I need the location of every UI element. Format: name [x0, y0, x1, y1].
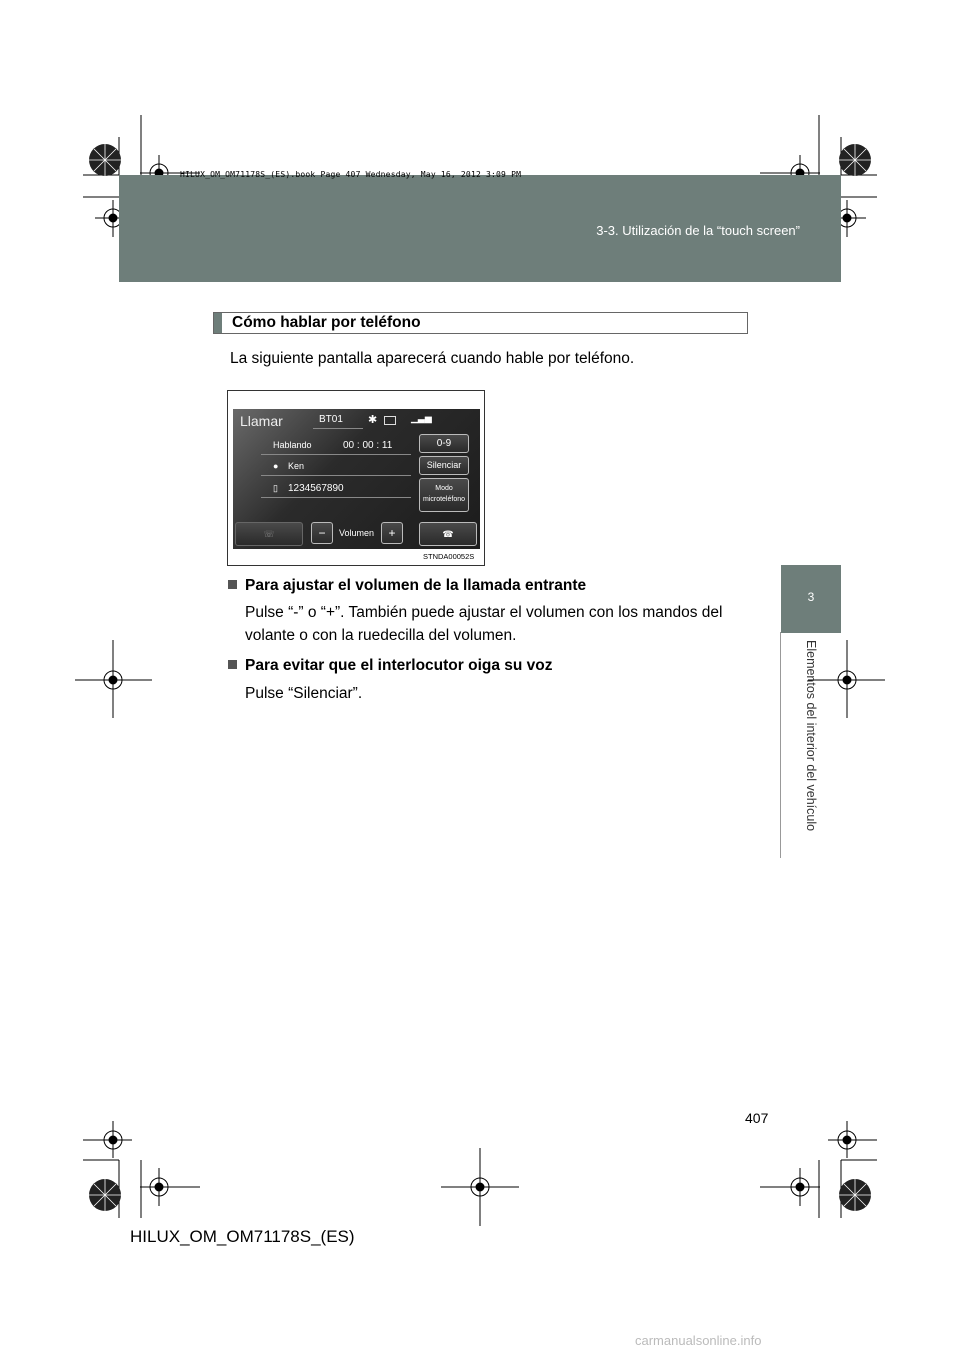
mute-button[interactable]: Silenciar: [419, 456, 469, 475]
phone-battery-icon: [384, 416, 396, 425]
item-heading-volume: [228, 577, 586, 595]
section-title: Cómo hablar por teléfono: [232, 314, 421, 331]
row-divider: [261, 475, 411, 476]
chapter-label: Elementos del interior del vehículo: [804, 640, 818, 832]
figure-code: STNDA00052S: [423, 552, 475, 561]
signal-icon: ▁▃▅: [411, 413, 432, 423]
phone-call-screen: [233, 409, 480, 549]
phone-number: 1234567890: [288, 483, 344, 494]
volume-label: Volumen: [339, 528, 375, 538]
device-underline: [313, 428, 363, 429]
page-number: 407: [745, 1110, 769, 1126]
section-heading-bar: [214, 313, 222, 333]
item-text-volume: Pulse “-” o “+”. También puede ajustar el volumen con los mandos del volante o con la ruedecilla del volumen.: [245, 604, 723, 644]
book-stamp: HILUX_OM_OM71178S_(ES).book Page 407 Wednesday, May 16, 2012 3:09 PM: [180, 170, 522, 179]
keypad-button[interactable]: 0-9: [419, 434, 469, 453]
call-status: Hablando: [273, 440, 312, 450]
item-heading-volume-text: Para ajustar el volumen de la llamada entrante: [245, 577, 587, 594]
bullet-square: [228, 660, 237, 669]
bluetooth-icon: ✱: [368, 414, 378, 426]
call-timer: 00 : 00 : 11: [343, 440, 393, 451]
footer-code: HILUX_OM_OM71178S_(ES): [130, 1227, 355, 1246]
handset-mode-line2: microteléfono: [422, 496, 466, 503]
chapter-label-wrap: [800, 640, 820, 870]
section-path: 3-3. Utilización de la “touch screen”: [596, 223, 800, 238]
handset-mode-button[interactable]: [419, 478, 469, 512]
item-heading-mute-text: Para evitar que el interlocutor oiga su voz: [245, 657, 553, 674]
hang-up-button[interactable]: ☎: [419, 522, 477, 546]
item-heading-mute: [228, 657, 553, 675]
row-divider: [261, 497, 411, 498]
bullet-square: [228, 580, 237, 589]
row-divider: [261, 454, 411, 455]
mobile-icon: ▯: [273, 483, 278, 493]
item-text-mute: Pulse “Silenciar”.: [245, 685, 363, 702]
contact-icon: ●: [273, 461, 279, 471]
volume-up-button[interactable]: +: [381, 522, 403, 544]
volume-down-button[interactable]: −: [311, 522, 333, 544]
screen-title: Llamar: [240, 413, 283, 429]
side-divider: [780, 632, 781, 858]
contact-name: Ken: [288, 461, 305, 471]
chapter-number: 3: [807, 590, 815, 604]
section-heading: [213, 312, 748, 334]
device-name: BT01: [319, 414, 343, 425]
handset-mode-line1: Modo: [435, 485, 453, 492]
offhook-button: ☏: [235, 522, 303, 546]
intro-text: La siguiente pantalla aparecerá cuando hable por teléfono.: [230, 350, 635, 367]
watermark: carmanualsonline.info: [635, 1333, 762, 1348]
